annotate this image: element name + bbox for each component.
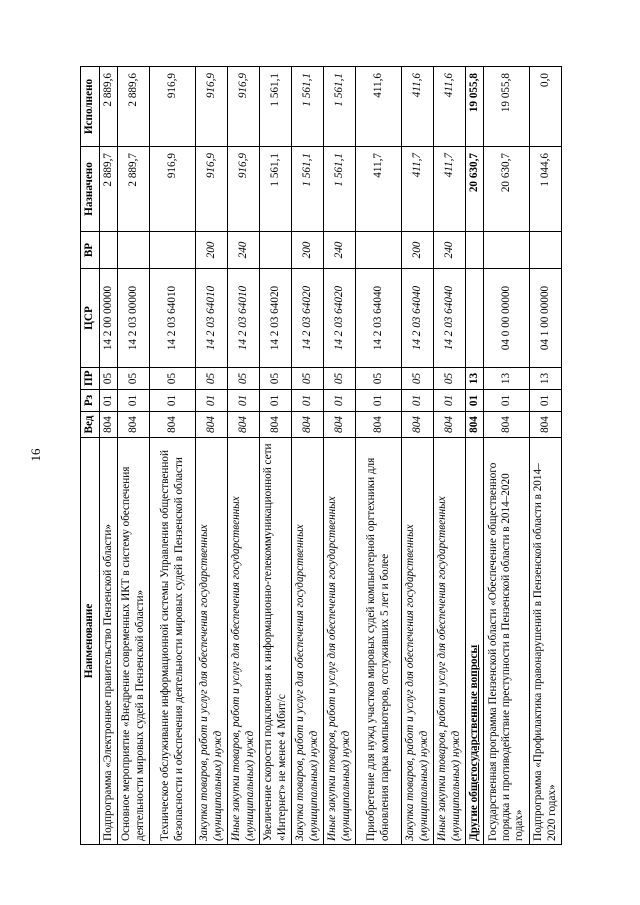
cell-vr [150, 232, 196, 269]
cell-name: Иные закупки товаров, работ и услуг для обеспечения государственных (муниципальных) нужд [324, 438, 356, 845]
cell-assigned: 2 889,7 [118, 147, 150, 232]
cell-ved: 804 [356, 412, 402, 438]
cell-rz: 01 [228, 390, 260, 412]
cell-assigned: 2 889,7 [100, 147, 118, 232]
cell-executed: 0,0 [530, 67, 562, 147]
cell-rz: 01 [150, 390, 196, 412]
cell-csr: 14 2 03 64020 [292, 269, 324, 368]
cell-name: Закупка товаров, работ и услуг для обеспечения государственных (муниципальных) нужд [402, 438, 434, 845]
cell-csr: 14 2 03 64020 [260, 269, 292, 368]
cell-csr: 14 2 03 64020 [324, 269, 356, 368]
cell-assigned: 1 561,1 [292, 147, 324, 232]
cell-vr [260, 232, 292, 269]
cell-pr: 05 [324, 368, 356, 390]
cell-name: Увеличение скорости подключения к информационно-телекоммуникационной сети «Интернет» не менее 4 Мбит/с [260, 438, 292, 845]
table-row [324, 67, 356, 845]
cell-name: Техническое обслуживание информационной системы Управления общественной безопасности и обеспечения деятельности мировых судей в Пензенской области [150, 438, 196, 845]
cell-rz: 01 [402, 390, 434, 412]
cell-rz: 01 [466, 390, 484, 412]
cell-executed: 916,9 [150, 67, 196, 147]
col-header-name: Наименование [81, 438, 100, 845]
cell-executed: 2 889,6 [118, 67, 150, 147]
cell-vr: 240 [228, 232, 260, 269]
table-row [100, 67, 118, 845]
cell-name: Государственная программа Пензенской области «Обеспечение общественного порядка и противодействие преступности в Пензенской области в 2014–2020 годах» [484, 438, 530, 845]
cell-csr: 14 2 00 00000 [100, 269, 118, 368]
cell-pr: 13 [530, 368, 562, 390]
table-row [118, 67, 150, 845]
cell-csr: 14 2 03 64010 [196, 269, 228, 368]
cell-ved: 804 [402, 412, 434, 438]
cell-name: Подпрограмма «Электронное правительство Пензенской области» [100, 438, 118, 845]
cell-ved: 804 [324, 412, 356, 438]
table-row [150, 67, 196, 845]
cell-vr: 240 [324, 232, 356, 269]
cell-csr: 04 0 00 00000 [484, 269, 530, 368]
cell-pr: 05 [356, 368, 402, 390]
cell-assigned: 20 630,7 [466, 147, 484, 232]
cell-pr: 05 [150, 368, 196, 390]
cell-vr [356, 232, 402, 269]
cell-ved: 804 [100, 412, 118, 438]
cell-rz: 01 [260, 390, 292, 412]
cell-ved: 804 [484, 412, 530, 438]
cell-executed: 1 561,1 [324, 67, 356, 147]
cell-name: Закупка товаров, работ и услуг для обеспечения государственных (муниципальных) нужд [196, 438, 228, 845]
cell-assigned: 1 561,1 [324, 147, 356, 232]
cell-name: Закупка товаров, работ и услуг для обеспечения государственных (муниципальных) нужд [292, 438, 324, 845]
cell-rz: 01 [100, 390, 118, 412]
cell-executed: 916,9 [196, 67, 228, 147]
cell-executed: 1 561,1 [260, 67, 292, 147]
cell-pr: 05 [118, 368, 150, 390]
cell-executed: 19 055,8 [484, 67, 530, 147]
cell-assigned: 411,7 [402, 147, 434, 232]
table-row [260, 67, 292, 845]
budget-table [80, 66, 562, 845]
cell-name: Приобретение для нужд участков мировых судей компьютерной оргтехники для обновления парка компьютеров, отслуживших 5 лет и более [356, 438, 402, 845]
cell-rz: 01 [292, 390, 324, 412]
cell-rz: 01 [484, 390, 530, 412]
cell-name: Иные закупки товаров, работ и услуг для обеспечения государственных (муниципальных) нужд [228, 438, 260, 845]
col-header-vr: ВР [81, 232, 100, 269]
cell-vr: 240 [434, 232, 466, 269]
cell-name: Другие общегосударственные вопросы [466, 438, 484, 845]
cell-pr: 05 [260, 368, 292, 390]
cell-rz: 01 [356, 390, 402, 412]
cell-vr: 200 [292, 232, 324, 269]
cell-ved: 804 [292, 412, 324, 438]
table-row [466, 67, 484, 845]
page-number: 16 [28, 448, 43, 462]
cell-executed: 411,6 [356, 67, 402, 147]
table-row [196, 67, 228, 845]
cell-csr: 14 2 03 64010 [150, 269, 196, 368]
cell-ved: 804 [196, 412, 228, 438]
col-header-rz: Рз [81, 390, 100, 412]
cell-pr: 05 [434, 368, 466, 390]
table-row [434, 67, 466, 845]
table-row [228, 67, 260, 845]
cell-ved: 804 [118, 412, 150, 438]
rotated-table-area [80, 67, 558, 845]
cell-assigned: 411,7 [434, 147, 466, 232]
table-row [402, 67, 434, 845]
cell-name: Подпрограмма «Профилактика правонарушений в Пензенской области в 2014–2020 годах» [530, 438, 562, 845]
table-row [356, 67, 402, 845]
cell-pr: 05 [292, 368, 324, 390]
col-header-executed: Исполнено [81, 67, 100, 147]
cell-csr: 14 2 03 64040 [434, 269, 466, 368]
cell-executed: 411,6 [402, 67, 434, 147]
cell-executed: 916,9 [228, 67, 260, 147]
cell-pr: 13 [484, 368, 530, 390]
cell-assigned: 916,9 [196, 147, 228, 232]
cell-ved: 804 [260, 412, 292, 438]
cell-rz: 01 [324, 390, 356, 412]
cell-executed: 19 055,8 [466, 67, 484, 147]
cell-vr [466, 232, 484, 269]
cell-rz: 01 [434, 390, 466, 412]
cell-vr [100, 232, 118, 269]
cell-rz: 01 [530, 390, 562, 412]
cell-ved: 804 [530, 412, 562, 438]
cell-csr: 14 2 03 64010 [228, 269, 260, 368]
cell-pr: 05 [196, 368, 228, 390]
cell-pr: 05 [228, 368, 260, 390]
cell-csr: 04 1 00 00000 [530, 269, 562, 368]
col-header-pr: ПР [81, 368, 100, 390]
cell-vr [530, 232, 562, 269]
table-header [81, 67, 100, 845]
cell-ved: 804 [150, 412, 196, 438]
cell-csr: 14 2 03 00000 [118, 269, 150, 368]
cell-vr [484, 232, 530, 269]
col-header-csr: ЦСР [81, 269, 100, 368]
cell-executed: 2 889,6 [100, 67, 118, 147]
cell-assigned: 1 044,6 [530, 147, 562, 232]
cell-csr: 14 2 03 64040 [402, 269, 434, 368]
table-row [530, 67, 562, 845]
cell-name: Иные закупки товаров, работ и услуг для обеспечения государственных (муниципальных) нужд [434, 438, 466, 845]
cell-rz: 01 [196, 390, 228, 412]
cell-vr: 200 [196, 232, 228, 269]
cell-pr: 05 [100, 368, 118, 390]
cell-ved: 804 [434, 412, 466, 438]
col-header-ved: Вед [81, 412, 100, 438]
cell-pr: 13 [466, 368, 484, 390]
cell-executed: 1 561,1 [292, 67, 324, 147]
cell-csr: 14 2 03 64040 [356, 269, 402, 368]
col-header-assigned: Назначено [81, 147, 100, 232]
table-row [484, 67, 530, 845]
cell-assigned: 916,9 [150, 147, 196, 232]
cell-vr [118, 232, 150, 269]
cell-vr: 200 [402, 232, 434, 269]
cell-assigned: 411,7 [356, 147, 402, 232]
cell-name: Основное мероприятие «Внедрение современных ИКТ в систему обеспечения деятельности мировых судей в Пензенской области» [118, 438, 150, 845]
cell-pr: 05 [402, 368, 434, 390]
cell-ved: 804 [466, 412, 484, 438]
cell-assigned: 916,9 [228, 147, 260, 232]
table-row [292, 67, 324, 845]
cell-assigned: 1 561,1 [260, 147, 292, 232]
cell-csr [466, 269, 484, 368]
cell-rz: 01 [118, 390, 150, 412]
table-body [100, 67, 562, 845]
cell-assigned: 20 630,7 [484, 147, 530, 232]
cell-ved: 804 [228, 412, 260, 438]
cell-executed: 411,6 [434, 67, 466, 147]
